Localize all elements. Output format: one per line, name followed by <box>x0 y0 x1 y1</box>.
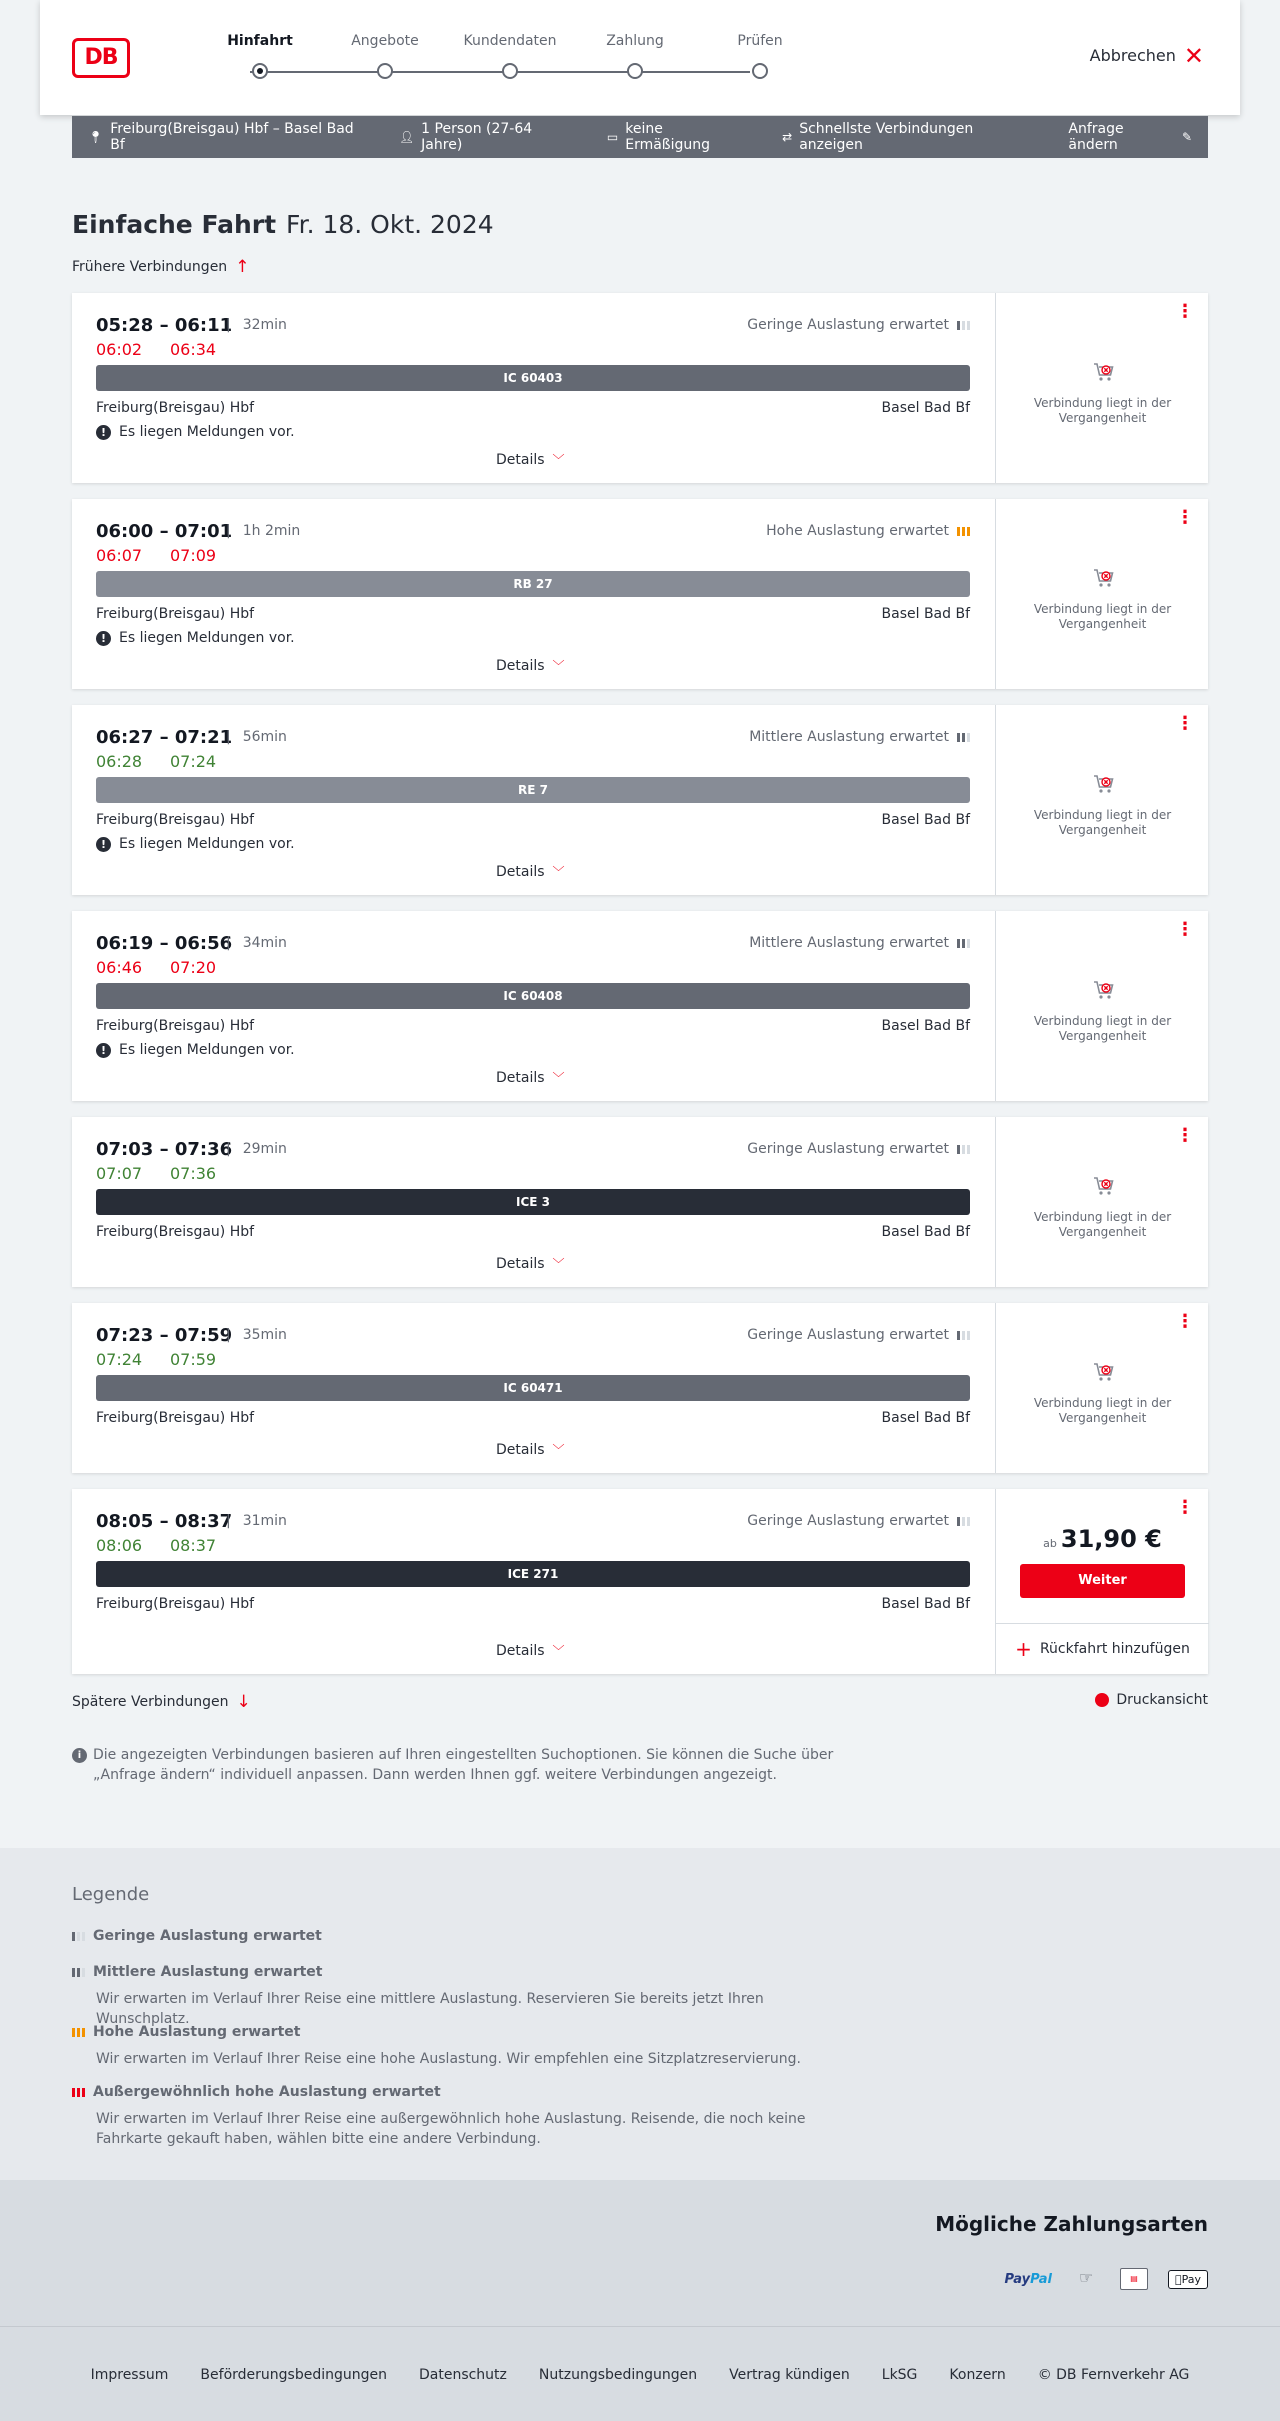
legend-item-exceptional <box>72 2084 856 2149</box>
cart-unavailable-icon <box>1092 978 1116 1002</box>
chevron-down-icon: ﹀ <box>552 453 565 467</box>
bahncard-icon: ▭ <box>606 130 619 144</box>
occupancy-text: Geringe Auslastung erwartet <box>747 317 949 333</box>
request-bar <box>72 116 1208 158</box>
progress-stepper <box>210 33 783 83</box>
price <box>996 1525 1209 1553</box>
duration: | 31min <box>226 1513 287 1529</box>
chevron-down-icon: ﹀ <box>552 865 565 879</box>
chevron-down-icon: ﹀ <box>552 1257 565 1271</box>
train-bar[interactable]: IC 60403 <box>96 365 970 391</box>
cart-unavailable-icon <box>1092 360 1116 384</box>
load-low-icon <box>957 1145 970 1154</box>
origin-station: Freiburg(Breisgau) Hbf <box>96 1410 255 1426</box>
realtime-departure: 06:46 <box>96 958 143 977</box>
realtime-arrival: 07:20 <box>170 958 217 977</box>
occupancy-forecast <box>747 1327 970 1343</box>
realtime-arrival: 07:36 <box>170 1164 217 1183</box>
destination-station: Basel Bad Bf <box>881 1410 970 1426</box>
train-bar[interactable]: ICE 271 <box>96 1561 970 1587</box>
cart-unavailable-icon <box>1092 772 1116 796</box>
person-icon: 👤︎ <box>398 130 415 144</box>
db-logo[interactable]: DB <box>72 38 130 78</box>
past-connection-note: Verbindung liegt in der Vergangenheit <box>1033 602 1172 631</box>
load-low-icon <box>72 1932 85 1941</box>
details-label: Details <box>496 1441 545 1458</box>
footer-link-vertrag-kuendigen[interactable]: Vertrag kündigen <box>729 2367 850 2383</box>
swap-arrows-icon: ⇄ <box>782 130 793 144</box>
payment-title: Mögliche Zahlungsarten <box>935 2212 1208 2236</box>
realtime-arrival: 07:59 <box>170 1350 217 1369</box>
connection-card[interactable] <box>72 293 1208 483</box>
more-options-icon[interactable]: ⋮ <box>1176 1125 1194 1146</box>
cart-unavailable-icon <box>1092 1360 1116 1384</box>
occupancy-text: Geringe Auslastung erwartet <box>747 1141 949 1157</box>
step-dot <box>252 63 268 79</box>
change-request-button[interactable] <box>1068 121 1192 153</box>
legend-item-desc: Wir erwarten im Verlauf Ihrer Reise eine hohe Auslastung. Wir empfehlen eine Sitzplatzreservierung. <box>96 2051 801 2067</box>
connection-main <box>96 293 970 483</box>
footer-link-lksg[interactable]: LkSG <box>881 2367 918 2383</box>
past-connection-note: Verbindung liegt in der Vergangenheit <box>1033 1396 1172 1425</box>
footer-link-impressum[interactable]: Impressum <box>90 2367 169 2383</box>
add-return-trip-button[interactable] <box>996 1623 1209 1674</box>
step-angebote <box>335 33 435 79</box>
connection-card[interactable] <box>72 705 1208 895</box>
step-label: Angebote <box>351 33 419 49</box>
train-bar[interactable]: IC 60408 <box>96 983 970 1009</box>
duration: | 56min <box>226 729 287 745</box>
train-bar[interactable]: RE 7 <box>96 777 970 803</box>
page-title <box>72 210 494 239</box>
occupancy-text: Geringe Auslastung erwartet <box>747 1327 949 1343</box>
location-pin-icon: 📍︎ <box>88 130 104 144</box>
chevron-down-icon: ﹀ <box>552 1443 565 1457</box>
destination-station: Basel Bad Bf <box>881 1224 970 1240</box>
exclamation-icon: ! <box>96 425 111 440</box>
details-toggle[interactable] <box>496 1441 565 1458</box>
cart-unavailable-icon <box>1092 566 1116 590</box>
realtime-departure: 06:02 <box>96 340 143 359</box>
duration: | 34min <box>226 935 287 951</box>
cancel-button[interactable] <box>1089 41 1204 70</box>
more-options-icon[interactable]: ⋮ <box>1176 919 1194 940</box>
realtime-arrival: 07:09 <box>170 546 217 565</box>
realtime-arrival: 06:34 <box>170 340 217 359</box>
price-prefix: ab <box>1043 1537 1057 1550</box>
notice[interactable] <box>96 630 295 646</box>
later-connections-link[interactable] <box>72 1692 251 1712</box>
details-label: Details <box>496 863 545 880</box>
connection-card[interactable] <box>72 1303 1208 1473</box>
info-note <box>72 1745 852 1785</box>
realtime-arrival: 07:24 <box>170 752 217 771</box>
legend-item-title: Hohe Auslastung erwartet <box>93 2024 301 2040</box>
destination-station: Basel Bad Bf <box>881 606 970 622</box>
duration: | 35min <box>226 1327 287 1343</box>
cancel-label: Abbrechen <box>1089 46 1176 65</box>
train-bar[interactable]: IC 60471 <box>96 1375 970 1401</box>
occupancy-text: Mittlere Auslastung erwartet <box>749 729 949 745</box>
arrow-down-icon: ↓ <box>236 1692 251 1712</box>
realtime-departure: 07:24 <box>96 1350 143 1369</box>
exclamation-icon: ! <box>96 1043 111 1058</box>
connection-card[interactable] <box>72 1117 1208 1287</box>
close-icon: ✕ <box>1183 41 1204 70</box>
past-connection-note: Verbindung liegt in der Vergangenheit <box>1033 396 1172 425</box>
plus-icon: + <box>1015 1637 1032 1661</box>
route-text: Freiburg(Breisgau) Hbf – Basel Bad Bf <box>110 121 354 153</box>
chevron-down-icon: ﹀ <box>552 1644 565 1658</box>
origin-station: Freiburg(Breisgau) Hbf <box>96 400 255 416</box>
step-dot <box>627 63 643 79</box>
legend-item-title: Geringe Auslastung erwartet <box>93 1928 322 1944</box>
chevron-down-icon: ﹀ <box>552 659 565 673</box>
connection-main <box>96 911 970 1101</box>
notice[interactable] <box>96 424 295 440</box>
header <box>40 0 1240 115</box>
connection-offer-panel <box>995 1489 1208 1674</box>
chevron-down-icon: ﹀ <box>552 1071 565 1085</box>
pencil-icon: ✎ <box>1181 130 1192 144</box>
connection-offer-panel <box>995 1303 1208 1473</box>
exclamation-icon: ! <box>96 837 111 852</box>
step-kundendaten <box>460 33 560 79</box>
later-label: Spätere Verbindungen <box>72 1694 229 1710</box>
details-toggle[interactable] <box>496 451 565 468</box>
legend-item-desc: Wir erwarten im Verlauf Ihrer Reise eine mittlere Auslastung. Reservieren Sie bereits jetzt Ihren Wunschplatz. <box>96 1991 764 2027</box>
add-return-label: Rückfahrt hinzufügen <box>1039 1641 1190 1657</box>
sepa-icon: ▤ <box>1120 2268 1148 2290</box>
footer-link-nutzungsbedingungen[interactable]: Nutzungsbedingungen <box>538 2367 698 2383</box>
step-dot <box>377 63 393 79</box>
exclamation-icon: ! <box>96 631 111 646</box>
more-options-icon[interactable]: ⋮ <box>1176 713 1194 734</box>
step-pruefen <box>710 33 810 79</box>
more-options-icon[interactable]: ⋮ <box>1176 1497 1194 1518</box>
planned-times: 06:27 – 07:21 <box>96 727 233 748</box>
discount-item <box>607 121 748 153</box>
duration: | 29min <box>226 1141 287 1157</box>
notice[interactable] <box>96 1042 295 1058</box>
realtime-departure: 06:28 <box>96 752 143 771</box>
footer-link-konzern[interactable]: Konzern <box>949 2367 1006 2383</box>
arrow-up-icon: ↑ <box>235 257 250 277</box>
footer-copyright: © DB Fernverkehr AG <box>1037 2367 1190 2383</box>
notice-text: Es liegen Meldungen vor. <box>119 424 295 440</box>
step-hinfahrt <box>210 33 310 79</box>
footer <box>0 2326 1280 2421</box>
fastest-item <box>782 121 1034 153</box>
legend-section <box>0 1848 1280 2180</box>
duration: | 32min <box>226 317 287 333</box>
step-dot <box>752 63 768 79</box>
creditcard-icon: ☞ <box>1078 2268 1094 2287</box>
connection-main <box>96 499 970 689</box>
connection-offer-panel <box>995 499 1208 689</box>
past-connection-note: Verbindung liegt in der Vergangenheit <box>1033 1014 1172 1043</box>
change-request-label: Anfrage ändern <box>1068 121 1124 153</box>
step-label: Kundendaten <box>463 33 557 49</box>
earlier-label: Frühere Verbindungen <box>72 259 228 275</box>
details-toggle[interactable] <box>496 863 565 880</box>
origin-station: Freiburg(Breisgau) Hbf <box>96 606 255 622</box>
footer-link-datenschutz[interactable]: Datenschutz <box>418 2367 507 2383</box>
destination-station: Basel Bad Bf <box>881 400 970 416</box>
details-label: Details <box>496 1069 545 1086</box>
legend-item-low <box>72 1928 322 1944</box>
origin-station: Freiburg(Breisgau) Hbf <box>96 1596 255 1612</box>
connection-offer-panel <box>995 911 1208 1101</box>
more-options-icon[interactable]: ⋮ <box>1176 1311 1194 1332</box>
legend-item-title: Mittlere Auslastung erwartet <box>93 1964 323 1980</box>
planned-times: 07:03 – 07:36 <box>96 1139 233 1160</box>
fastest-text: Schnellste Verbindungen anzeigen <box>799 121 974 153</box>
info-text: Die angezeigten Verbindungen basieren auf Ihren eingestellten Suchoptionen. Sie können die Suche über „Anfrage ändern“ individuell anpassen. Dann werden Ihnen ggf. weitere Verbindungen angezeigt. <box>93 1747 834 1783</box>
footer-link-befoerderungsbedingungen[interactable]: Beförderungsbedingungen <box>200 2367 387 2383</box>
step-dot <box>502 63 518 79</box>
notice-text: Es liegen Meldungen vor. <box>119 630 295 646</box>
origin-station: Freiburg(Breisgau) Hbf <box>96 1018 255 1034</box>
print-view-link[interactable] <box>1095 1692 1208 1708</box>
print-icon <box>1095 1693 1109 1707</box>
trip-date: Fr. 18. Okt. 2024 <box>286 210 494 239</box>
details-toggle[interactable] <box>496 657 565 674</box>
payment-methods <box>1005 2268 1208 2290</box>
load-exceptional-icon <box>72 2088 85 2097</box>
connection-card[interactable] <box>72 911 1208 1101</box>
step-label: Hinfahrt <box>227 33 293 49</box>
realtime-departure: 08:06 <box>96 1536 143 1555</box>
load-high-icon <box>72 2028 85 2037</box>
connection-card[interactable] <box>72 499 1208 689</box>
legend-item-high <box>72 2024 856 2069</box>
applepay-icon: Pay <box>1168 2270 1208 2289</box>
train-bar[interactable]: RB 27 <box>96 571 970 597</box>
legend-item-medium <box>72 1964 856 2029</box>
notice[interactable] <box>96 836 295 852</box>
footer-links <box>0 2367 1280 2383</box>
past-connection-note: Verbindung liegt in der Vergangenheit <box>1033 1210 1172 1239</box>
details-label: Details <box>496 1642 545 1659</box>
discount-text: keine Ermäßigung <box>625 121 711 153</box>
details-toggle[interactable] <box>496 1069 565 1086</box>
occupancy-forecast <box>747 317 970 333</box>
train-bar[interactable]: ICE 3 <box>96 1189 970 1215</box>
passengers-text: 1 Person (27-64 Jahre) <box>421 121 533 153</box>
connection-main <box>96 1303 970 1473</box>
print-label: Druckansicht <box>1116 1692 1208 1708</box>
more-options-icon[interactable]: ⋮ <box>1176 301 1194 322</box>
connection-main <box>96 1117 970 1287</box>
load-high-icon <box>957 527 970 536</box>
occupancy-forecast <box>766 523 970 539</box>
duration: | 1h 2min <box>226 523 300 539</box>
destination-station: Basel Bad Bf <box>881 1018 970 1034</box>
payment-section <box>0 2180 1280 2326</box>
connection-main <box>96 1489 970 1674</box>
load-low-icon <box>957 1517 970 1526</box>
notice-text: Es liegen Meldungen vor. <box>119 836 295 852</box>
realtime-departure: 06:07 <box>96 546 143 565</box>
load-medium-icon <box>72 1968 85 1977</box>
load-medium-icon <box>957 939 970 948</box>
route-item <box>88 121 365 153</box>
connection-offer-panel <box>995 705 1208 895</box>
load-low-icon <box>957 1331 970 1340</box>
step-label: Zahlung <box>606 33 664 49</box>
destination-station: Basel Bad Bf <box>881 812 970 828</box>
details-label: Details <box>496 657 545 674</box>
planned-times: 06:00 – 07:01 <box>96 521 233 542</box>
step-label: Prüfen <box>737 33 783 49</box>
legend-title: Legende <box>72 1884 150 1905</box>
planned-times: 06:19 – 06:56 <box>96 933 233 954</box>
details-label: Details <box>496 1255 545 1272</box>
earlier-connections-link[interactable] <box>72 257 249 277</box>
step-zahlung <box>585 33 685 79</box>
paypal-icon: PayPal <box>1004 2271 1052 2287</box>
occupancy-forecast <box>749 729 970 745</box>
passengers-item <box>399 121 573 153</box>
occupancy-forecast <box>747 1141 970 1157</box>
connection-offer-panel <box>995 293 1208 483</box>
origin-station: Freiburg(Breisgau) Hbf <box>96 1224 255 1240</box>
planned-times: 08:05 – 08:37 <box>96 1511 233 1532</box>
occupancy-text: Hohe Auslastung erwartet <box>766 523 949 539</box>
past-connection-note: Verbindung liegt in der Vergangenheit <box>1033 808 1172 837</box>
load-low-icon <box>957 321 970 330</box>
planned-times: 05:28 – 06:11 <box>96 315 233 336</box>
price-value: 31,90 € <box>1060 1525 1162 1553</box>
connection-main <box>96 705 970 895</box>
realtime-departure: 07:07 <box>96 1164 143 1183</box>
more-options-icon[interactable]: ⋮ <box>1176 507 1194 528</box>
connection-offer-panel <box>995 1117 1208 1287</box>
notice-text: Es liegen Meldungen vor. <box>119 1042 295 1058</box>
occupancy-text: Geringe Auslastung erwartet <box>747 1513 949 1529</box>
continue-button[interactable]: Weiter <box>1020 1564 1185 1598</box>
occupancy-forecast <box>749 935 970 951</box>
legend-item-desc: Wir erwarten im Verlauf Ihrer Reise eine außergewöhnlich hohe Auslastung. Reisende, die noch keine Fahrkarte gekauft haben, wählen bitte eine andere Verbindung. <box>96 2111 806 2147</box>
realtime-arrival: 08:37 <box>170 1536 217 1555</box>
cart-unavailable-icon <box>1092 1174 1116 1198</box>
details-toggle[interactable] <box>496 1642 565 1659</box>
details-label: Details <box>496 451 545 468</box>
trip-type: Einfache Fahrt <box>72 210 277 239</box>
info-icon: i <box>72 1748 87 1763</box>
destination-station: Basel Bad Bf <box>881 1596 970 1612</box>
occupancy-forecast <box>747 1513 970 1529</box>
legend-item-title: Außergewöhnlich hohe Auslastung erwartet <box>93 2084 441 2100</box>
occupancy-text: Mittlere Auslastung erwartet <box>749 935 949 951</box>
connection-card[interactable] <box>72 1489 1208 1674</box>
planned-times: 07:23 – 07:59 <box>96 1325 233 1346</box>
load-medium-icon <box>957 733 970 742</box>
details-toggle[interactable] <box>496 1255 565 1272</box>
origin-station: Freiburg(Breisgau) Hbf <box>96 812 255 828</box>
